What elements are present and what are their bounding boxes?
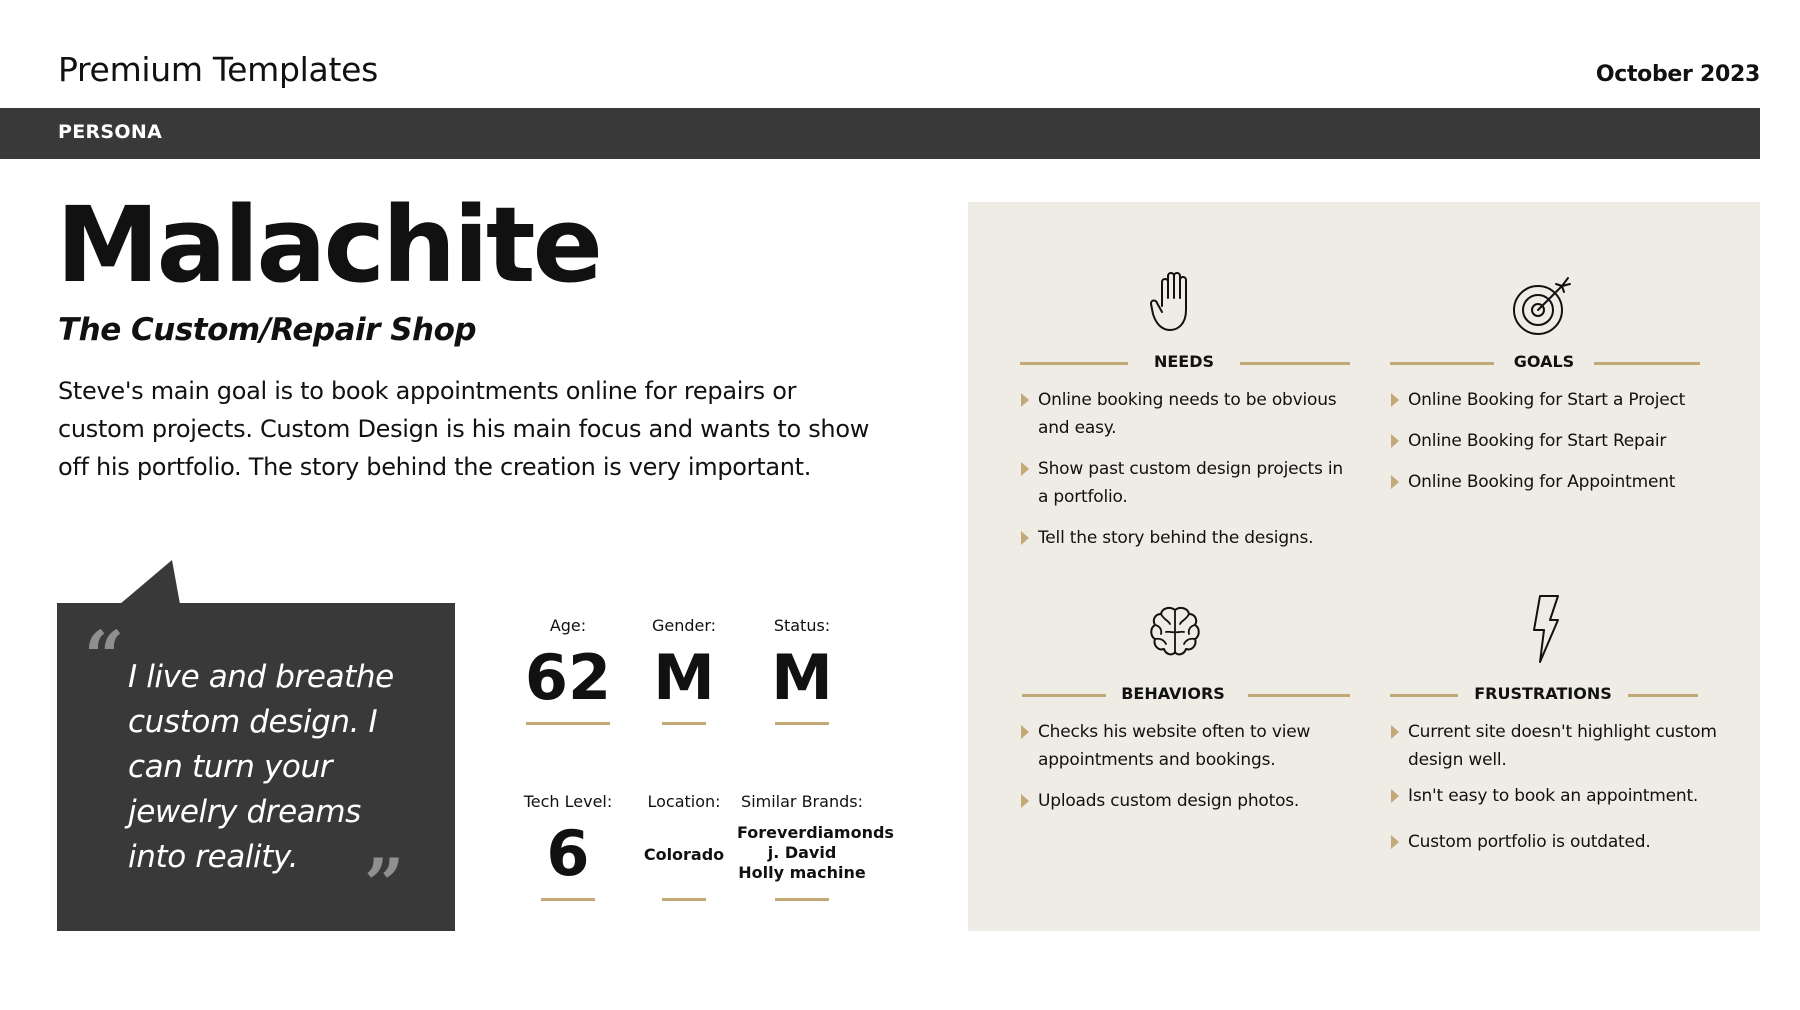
stat-status-label: Status: (773, 616, 831, 635)
needs-heading: NEEDS (1153, 352, 1215, 371)
behaviors-heading: BEHAVIORS (1121, 684, 1225, 703)
stat-status-value: M (771, 641, 833, 714)
stat-age-underline (526, 722, 610, 725)
stat-tech-level-underline (541, 898, 595, 901)
hand-icon (1148, 268, 1198, 336)
stat-tech-level (518, 792, 618, 890)
brand-item: Foreverdiamonds (737, 823, 894, 842)
frustrations-heading: FRUSTRATIONS (1474, 684, 1612, 703)
stat-gender-underline (662, 722, 706, 725)
list-item: Online Booking for Appointment (1390, 468, 1730, 496)
list-item: Online Booking for Start a Project (1390, 386, 1730, 414)
date-label: October 2023 (1595, 62, 1760, 87)
brain-icon (1148, 604, 1202, 658)
stat-status (752, 616, 852, 714)
stat-age (518, 616, 618, 714)
persona-name: Malachite (56, 184, 601, 306)
behaviors-list (1020, 718, 1350, 828)
stat-location (634, 792, 734, 865)
list-item: Current site doesn't highlight custom design well. (1390, 718, 1730, 774)
close-quote-mark: ” (364, 843, 405, 926)
stat-location-underline (662, 898, 706, 901)
stat-status-underline (775, 722, 829, 725)
list-item: Online Booking for Start Repair (1390, 427, 1730, 455)
stat-gender (634, 616, 734, 714)
brand-item: j. David (767, 843, 837, 862)
list-item: Show past custom design projects in a portfolio. (1020, 455, 1350, 511)
speech-bubble-tail (120, 560, 180, 606)
target-icon (1512, 276, 1574, 338)
stat-gender-label: Gender: (651, 616, 717, 635)
open-quote-mark: “ (84, 615, 125, 698)
list-item: Tell the story behind the designs. (1020, 524, 1350, 552)
list-item: Online booking needs to be obvious and easy. (1020, 386, 1350, 442)
list-item: Uploads custom design photos. (1020, 787, 1350, 815)
section-bar (0, 108, 1760, 159)
stat-age-value: 62 (524, 641, 612, 714)
list-item: Custom portfolio is outdated. (1390, 828, 1730, 856)
stat-similar-brands (737, 792, 894, 883)
stat-similar-brands-label: Similar Brands: (741, 792, 863, 811)
stat-tech-level-label: Tech Level: (523, 792, 613, 811)
stat-gender-value: M (653, 641, 715, 714)
persona-subtitle: The Custom/Repair Shop (58, 312, 477, 348)
section-label: PERSONA (58, 121, 163, 143)
list-item: Isn't easy to book an appointment. (1390, 782, 1730, 810)
needs-list (1020, 386, 1350, 565)
stat-similar-brands-underline (775, 898, 829, 901)
frustrations-list (1390, 718, 1730, 869)
goals-heading: GOALS (1513, 352, 1575, 371)
stat-tech-level-value: 6 (546, 817, 590, 890)
persona-description: Steve's main goal is to book appointments online for repairs or custom projects. Custom Design is his main focus and wants to show off his portfolio. The story behind the creation is very important. (58, 377, 870, 481)
list-item: Checks his website often to view appointments and bookings. (1020, 718, 1350, 774)
stat-location-value: Colorado (643, 845, 725, 864)
stat-age-label: Age: (549, 616, 587, 635)
lightning-icon (1528, 594, 1562, 664)
brand-item: Holly machine (738, 863, 866, 882)
goals-list (1390, 386, 1730, 509)
quote-text: I live and breathe custom design. I can turn your jewelry dreams into reality. (128, 659, 394, 875)
brand-title: Premium Templates (58, 50, 379, 89)
stat-location-label: Location: (647, 792, 721, 811)
